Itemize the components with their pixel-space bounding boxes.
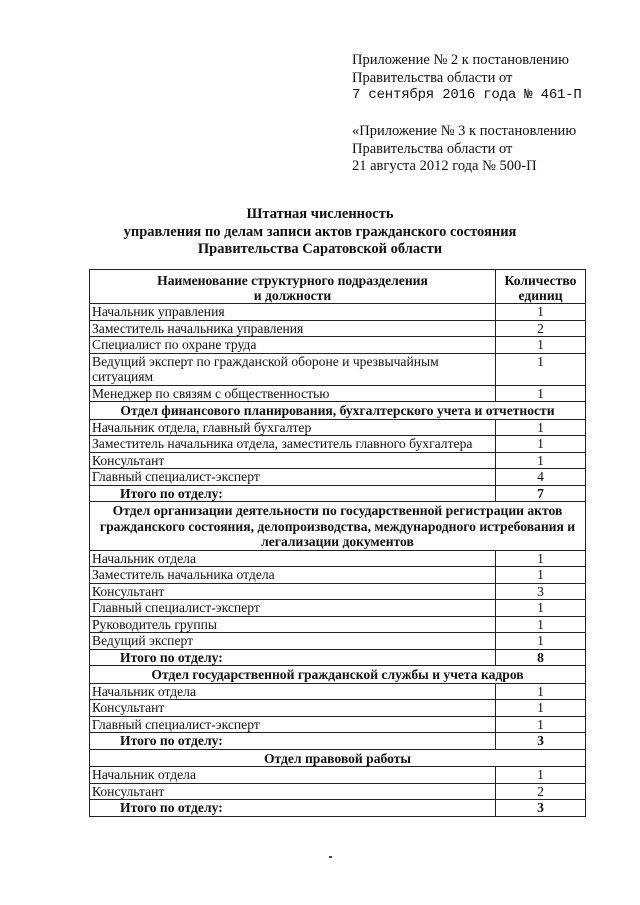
table-row — [90, 633, 586, 650]
table-row — [90, 683, 586, 700]
appendix-current-date-stamp: 7 сентября 2016 года № 461-П — [352, 87, 582, 103]
unit-count: 1 — [496, 337, 586, 354]
total-label: Итого по отделу: — [90, 649, 496, 666]
unit-count: 2 — [496, 320, 586, 337]
table-row — [90, 567, 586, 584]
unit-count: 4 — [496, 469, 586, 486]
position-name: Главный специалист-эксперт — [90, 469, 496, 486]
section-heading-finance — [90, 402, 586, 420]
position-name: Начальник отдела — [90, 550, 496, 567]
table-row — [90, 385, 586, 402]
table-row — [90, 616, 586, 633]
total-label: Итого по отделу: — [90, 800, 496, 817]
document-title — [0, 206, 640, 259]
total-label: Итого по отделу: — [90, 485, 496, 502]
table-row — [90, 783, 586, 800]
table-row — [90, 419, 586, 436]
table-row — [90, 600, 586, 617]
unit-count: 1 — [496, 550, 586, 567]
position-name: Консультант — [90, 583, 496, 600]
section-title: Отдел организации деятельности по государственной регистрации актов гражданского состояния, делопроизводства, международного истребования и легализации документов — [90, 502, 586, 551]
unit-count: 1 — [496, 567, 586, 584]
unit-count: 1 — [496, 716, 586, 733]
position-name: Консультант — [90, 700, 496, 717]
appendix-current-line-1: Приложение № 2 к постановлению — [352, 52, 569, 68]
unit-count: 1 — [496, 436, 586, 453]
table-row — [90, 353, 586, 385]
position-name: Заместитель начальника управления — [90, 320, 496, 337]
section-total-row — [90, 485, 586, 502]
position-name: Консультант — [90, 452, 496, 469]
table-row — [90, 700, 586, 717]
unit-count: 1 — [496, 600, 586, 617]
unit-count: 1 — [496, 767, 586, 784]
appendix-previous-line-3: 21 августа 2012 года № 500-П — [352, 158, 537, 174]
position-name: Консультант — [90, 783, 496, 800]
unit-count: 1 — [496, 353, 586, 385]
section-heading-legal — [90, 749, 586, 767]
unit-count: 1 — [496, 304, 586, 321]
table-header-row — [90, 270, 586, 304]
total-count: 7 — [496, 485, 586, 502]
position-name: Заместитель начальника отдела — [90, 567, 496, 584]
section-total-row — [90, 649, 586, 666]
unit-count: 1 — [496, 419, 586, 436]
table-row — [90, 716, 586, 733]
position-name: Начальник отдела, главный бухгалтер — [90, 419, 496, 436]
unit-count: 1 — [496, 683, 586, 700]
position-name: Главный специалист-эксперт — [90, 600, 496, 617]
position-name: Главный специалист-эксперт — [90, 716, 496, 733]
appendix-previous-reference — [352, 123, 576, 176]
title-line-2: управления по делам записи актов гражданского состояния — [123, 223, 517, 240]
section-heading-civil-service — [90, 666, 586, 684]
table-row — [90, 469, 586, 486]
unit-count: 2 — [496, 783, 586, 800]
unit-count: 1 — [496, 385, 586, 402]
table-row — [90, 452, 586, 469]
appendix-previous-line-1: «Приложение № 3 к постановлению — [352, 123, 577, 139]
section-heading-registration — [90, 502, 586, 551]
position-name: Ведущий эксперт — [90, 633, 496, 650]
section-title: Отдел государственной гражданской службы и учета кадров — [90, 666, 586, 684]
position-name: Начальник отдела — [90, 683, 496, 700]
section-title: Отдел правовой работы — [90, 749, 586, 767]
staffing-table — [89, 269, 586, 817]
total-label: Итого по отделу: — [90, 733, 496, 750]
position-name: Руководитель группы — [90, 616, 496, 633]
position-name: Начальник отдела — [90, 767, 496, 784]
position-name: Специалист по охране труда — [90, 337, 496, 354]
unit-count: 3 — [496, 583, 586, 600]
title-line-3: Правительства Саратовской области — [197, 241, 443, 257]
table-row — [90, 436, 586, 453]
section-total-row — [90, 733, 586, 750]
unit-count: 1 — [496, 700, 586, 717]
appendix-previous-line-2: Правительства области от — [352, 140, 513, 157]
table-row — [90, 337, 586, 354]
unit-count: 1 — [496, 633, 586, 650]
header-position-name: Наименование структурного подразделения и должности — [90, 270, 496, 304]
appendix-current-line-2: Правительства области от — [352, 69, 513, 86]
table-row — [90, 583, 586, 600]
position-name: Заместитель начальника отдела, заместитель главного бухгалтера — [90, 436, 496, 453]
table-row — [90, 304, 586, 321]
title-line-1: Штатная численность — [246, 206, 394, 222]
position-name: Менеджер по связям с общественностью — [90, 385, 496, 402]
unit-count: 1 — [496, 616, 586, 633]
table-body — [90, 304, 586, 817]
position-name: Ведущий эксперт по гражданской обороне и чрезвычайным ситуациям — [90, 353, 496, 385]
total-count: 3 — [496, 733, 586, 750]
total-count: 3 — [496, 800, 586, 817]
scan-speck — [329, 856, 332, 858]
header-unit-count: Количество единиц — [496, 270, 586, 304]
table-row — [90, 550, 586, 567]
table-row — [90, 767, 586, 784]
total-count: 8 — [496, 649, 586, 666]
section-title: Отдел финансового планирования, бухгалтерского учета и отчетности — [90, 402, 586, 420]
section-total-row — [90, 800, 586, 817]
table-row — [90, 320, 586, 337]
unit-count: 1 — [496, 452, 586, 469]
appendix-current-reference — [352, 52, 582, 105]
position-name: Начальник управления — [90, 304, 496, 321]
